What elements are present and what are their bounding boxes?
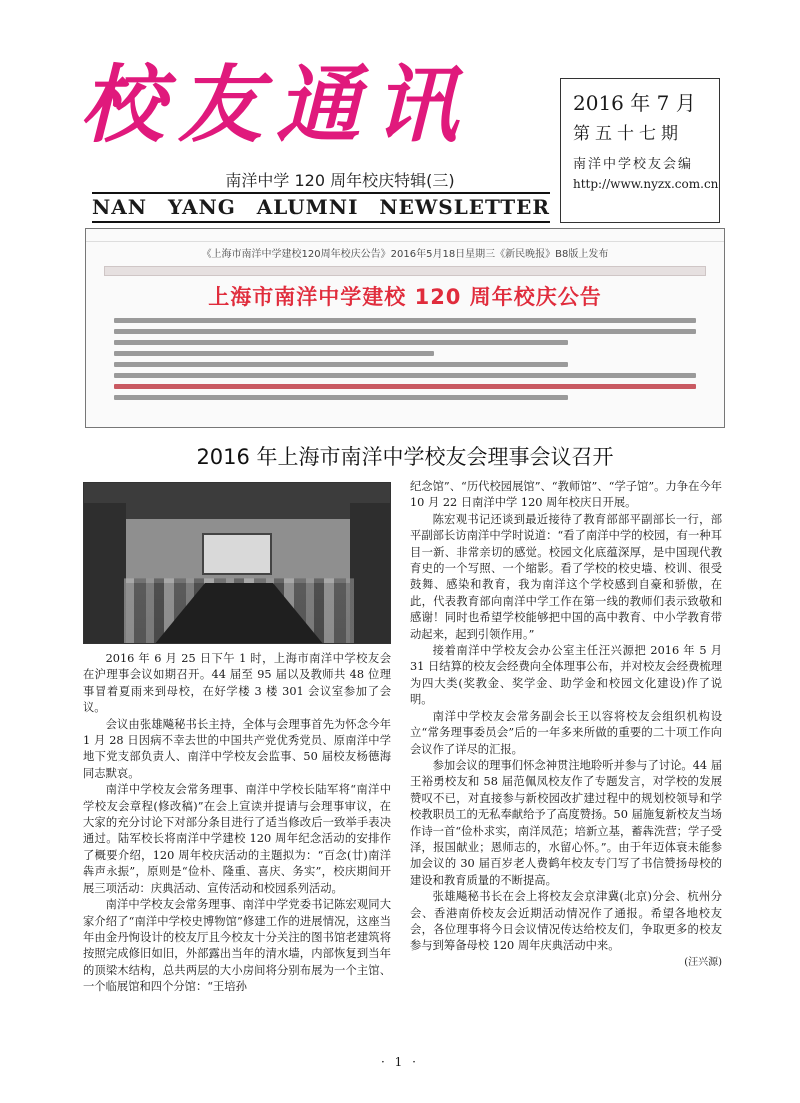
article-paragraph: 2016 年 6 月 25 日下午 1 时，上海市南洋中学校友会在沪理事会议如期召开。44 届至 95 届以及教师共 48 位理事冒着夏雨来到母校，在好学楼 3 楼 301 会议室参加了会议。 — [83, 652, 391, 715]
announcement-subhead: 《上海市南洋中学建校120周年校庆公告》2016年5月18日星期三《新民晚报》B8版上发布 — [201, 249, 609, 260]
article-paragraph-continued: 纪念馆”、“历代校园展馆”、“教师馆”、“学子馆”。力争在今年 10 月 22 日南洋中学 120 周年校庆日开展。 — [410, 480, 722, 510]
masthead-en-word: NEWSLETTER — [379, 195, 550, 219]
photo-curtain-left — [84, 503, 126, 644]
announcement-text-line — [114, 351, 434, 356]
article-paragraph: 张雄飚秘书长在会上将校友会京津冀(北京)分会、杭州分会、香港南侨校友会近期活动情况作了通报。希望各地校友会，各位理事将今日会议情况传达给校友们，争取更多的校友参与到筹备母校 120 周年庆典活动中来。 — [410, 890, 722, 953]
announcement-text-line — [114, 362, 568, 367]
article-paragraph: 参加会议的理事们怀念神贯注地聆听并参与了讨论。44 届王裕勇校友和 58 届范佩凤校友作了专题发言，对学校的发展赞叹不已，对直接参与新校园改扩建过程中的规划校领导和学校教职员工的无私奉献给予了高度赞扬。50 届施复新校友当场作诗一首“俭朴求实，南洋凤范；培新立基，蓄犇洗营；学子受泽，报国献业；恩师志的，水留心怀。”。由于年迈体衰未能参加会议的 30 届百岁老人费鹤年校友专门写了书信赞扬母校的建设和教育质量的不断提高。 — [410, 758, 722, 887]
photo-ceiling — [84, 483, 391, 519]
announcement-text-line — [114, 318, 696, 323]
announcement-text-line — [114, 384, 696, 389]
masthead-subtitle: 南洋中学 120 周年校庆特辑(三) — [225, 171, 455, 190]
issue-editor: 南洋中学校友会编 — [573, 157, 694, 172]
masthead-en-word: NAN — [92, 195, 148, 219]
article-paragraph: 南洋中学校友会常务副会长王以容将校友会组织机构设立“常务理事委员会”后的一年多来所做的重要的二十项工作向会议作了详尽的汇报。 — [410, 709, 722, 756]
announcement-title: 上海市南洋中学建校 120 周年校庆公告 — [208, 285, 602, 309]
masthead-en-word: YANG — [167, 195, 236, 219]
announcement-text-line — [114, 329, 696, 334]
article-paragraph: 会议由张雄飚秘书长主持，全体与会理事首先为怀念今年 1 月 28 日因病不幸去世的中国共产党优秀党员、原南洋中学地下党支部负责人、南洋中学校友会监事、50 届校友杨德海同志默哀。 — [83, 717, 391, 780]
article-paragraph: 南洋中学校友会常务理事、南洋中学党委书记陈宏观同大家介绍了“南洋中学校史博物馆”修建工作的进展情况，这座当年由金丹恂设计的校友厅且今校友十分关注的图书馆老建筑将按照完成修旧如旧，外部露出当年的清水墙，内部恢复到当年的顶梁木结构，总共两层的大小房间将分别布展为一个主馆、一个临展馆和四个分馆：“王培孙 — [83, 898, 391, 994]
issue-number: 第五十七期 — [573, 124, 683, 144]
announcement-breadcrumb — [86, 229, 724, 242]
masthead-title: 校友通讯 — [80, 55, 473, 154]
issue-date: 2016 年 7 月 — [573, 91, 696, 115]
announcement-meta-bar — [104, 266, 706, 276]
article-paragraph: 接着南洋中学校友会办公室主任汪兴源把 2016 年 5 月 31 日结算的校友会经费向全体理事公布，并对校友会经费梳理为四大类(奖教金、奖学金、助学金和校园文化建设)作了说明。 — [410, 644, 722, 707]
masthead-en-word: ALUMNI — [256, 195, 359, 219]
announcement-text-line — [114, 340, 568, 345]
article-paragraph: 陈宏观书记还谈到最近接待了教育部部平副部长一行，部平副部长访南洋中学时说道：“看了南洋中学的校园，有一种耳目一新、非常亲切的感觉。校园文化底蕴深厚，是中国现代教育史的一个写照、一个缩影。看了学校的校史墙、校训、很受鼓舞、感染和教育，我为南洋这个学校感到自豪和骄傲，在此，代表教育部向南洋中学工作在第一线的教师们表示致敬和感谢！同时也希望学校能够把中国的高中教育、中小学教育带动起来，起到引领作用。” — [410, 512, 722, 641]
announcement-text-line — [114, 395, 568, 400]
photo-curtain-right — [350, 503, 390, 644]
announcement-body — [114, 318, 696, 400]
article-headline: 2016 年上海市南洋中学校友会理事会议召开 — [196, 445, 614, 469]
article-column-left — [83, 651, 391, 1041]
photo-projector-screen — [202, 533, 272, 575]
page-number: · 1 · — [381, 1055, 419, 1069]
masthead-rule-bottom — [92, 221, 550, 223]
announcement-screenshot — [85, 228, 725, 428]
announcement-text-line — [114, 373, 696, 378]
issue-info-box — [560, 78, 720, 223]
masthead-english-title — [92, 193, 550, 221]
issue-url: http://www.nyzx.com.cn — [573, 177, 719, 191]
meeting-photo — [83, 482, 391, 644]
article-byline: (汪兴源) — [684, 956, 722, 968]
article-paragraph: 南洋中学校友会常务理事、南洋中学校长陆军将“南洋中学校友会章程(修改稿)”在会上宣读并提请与会理事审议，在大家的充分讨论下对部分条目进行了适当修改后一致举手表决通过。陆军校长将南洋中学建校 120 周年纪念活动的安排作了概要介绍，120 周年校庆活动的主题拟为：“百念(廿)南洋 犇声永振”，原则是“俭朴、隆重、喜庆、务实”，校庆期间开展三项活动：庆典活动、宣传活动和校园系列活动。 — [83, 783, 391, 895]
article-column-right — [410, 479, 722, 1035]
